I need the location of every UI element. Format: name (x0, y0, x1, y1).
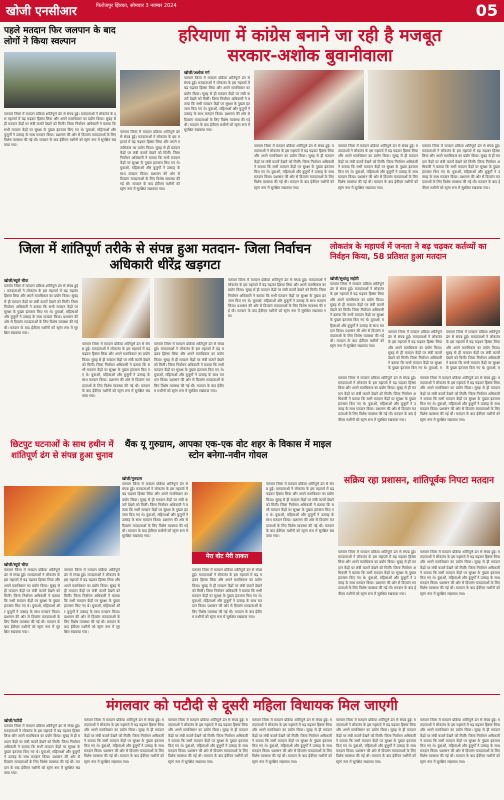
byline: खोजी/सुधांशु सहोरी (330, 276, 359, 281)
article-body: पलवल जिला में मतदान प्रक्रिया शांतिपूर्ण ढंग से संपन्न हुई। मतदाताओं ने लोकतंत्र के इस महापर्व में बढ़ चढ़कर हिस्सा लिया और अपने मताधिकार का प्रयोग किया। सुबह से ही मतदान केंद्रों पर लंबी कतारें देखने को मिलीं। जिला निर्वाचन अधिकारी ने बताया कि सभी मतदान केंद्रों पर सुरक्षा के पुख्ता इंतजाम किए गए थे। युवाओं, महिलाओं और बुजुर्गों ने उत्साह के साथ मतदान किया। प्रशासन की ओर से दिव्यांग मतदाताओं के लिए विशेष व्यवस्था की गई थी। मतदान के बाद ईवीएम मशीनों को स्ट्रांग रूम में सुरक्षित रखवाया गया। (154, 342, 224, 393)
masthead (0, 0, 504, 22)
article-body: पलवल जिला में मतदान प्रक्रिया शांतिपूर्ण ढंग से संपन्न हुई। मतदाताओं ने लोकतंत्र के इस महापर्व में बढ़ चढ़कर हिस्सा लिया और अपने मताधिकार का प्रयोग किया। सुबह से ही मतदान केंद्रों पर लंबी कतारें देखने को मिलीं। जिला निर्वाचन अधिकारी ने बताया कि सभी मतदान केंद्रों पर सुरक्षा के पुख्ता इंतजाम किए गए थे। युवाओं, महिलाओं और बुजुर्गों ने उत्साह के साथ मतदान किया। प्रशासन की ओर से दिव्यांग मतदाताओं के लिए विशेष व्यवस्था की गई थी। मतदान के बाद ईवीएम मशीनों को स्ट्रांग रूम में सुरक्षित रखवाया गया। (420, 718, 500, 764)
article-body: पलवल जिला में मतदान प्रक्रिया शांतिपूर्ण ढंग से संपन्न हुई। मतदाताओं ने लोकतंत्र के इस महापर्व में बढ़ चढ़कर हिस्सा लिया और अपने मताधिकार का प्रयोग किया। सुबह से ही मतदान केंद्रों पर लंबी कतारें देखने को मिलीं। जिला निर्वाचन अधिकारी ने बताया कि सभी मतदान केंद्रों पर सुरक्षा के पुख्ता इंतजाम किए गए थे। युवाओं, महिलाओं और बुजुर्गों ने उत्साह के साथ मतदान किया। प्रशासन की ओर से दिव्यांग मतदाताओं के लिए विशेष व्यवस्था की गई थी। मतदान के बाद ईवीएम मशीनों को स्ट्रांग रूम में सुरक्षित रखवाया गया। (254, 144, 334, 190)
story-chhitput-body (4, 562, 120, 692)
divider (4, 694, 500, 695)
article-body: पलवल जिला में मतदान प्रक्रिया शांतिपूर्ण ढंग से संपन्न हुई। मतदाताओं ने लोकतंत्र के इस महापर्व में बढ़ चढ़कर हिस्सा लिया और अपने मताधिकार का प्रयोग किया। सुबह से ही मतदान केंद्रों पर लंबी कतारें देखने को मिलीं। जिला निर्वाचन अधिकारी ने बताया कि सभी मतदान केंद्रों पर सुरक्षा के पुख्ता इंतजाम किए गए थे। युवाओं, महिलाओं और बुजुर्गों ने उत्साह के साथ मतदान किया। प्रशासन की ओर से दिव्यांग मतदाताओं के लिए विशेष व्यवस्था की गई थी। मतदान के बाद ईवीएम मशीनों को स्ट्रांग रूम में सुरक्षित रखवाया गया। (338, 550, 416, 596)
story-jaluan (4, 26, 116, 236)
article-body: पलवल जिला में मतदान प्रक्रिया शांतिपूर्ण ढंग से संपन्न हुई। मतदाताओं ने लोकतंत्र के इस महापर्व में बढ़ चढ़कर हिस्सा लिया और अपने मताधिकार का प्रयोग किया। सुबह से ही मतदान केंद्रों पर लंबी कतारें देखने को मिलीं। जिला निर्वाचन अधिकारी ने बताया कि सभी मतदान केंद्रों पर सुरक्षा के पुख्ता इंतजाम किए गए थे। युवाओं, महिलाओं और बुजुर्गों ने उत्साह के साथ मतदान किया। प्रशासन की ओर से दिव्यांग मतदाताओं के लिए विशेष व्यवस्था की गई थी। मतदान के बाद ईवीएम मशीनों को स्ट्रांग रूम में सुरक्षित रखवाया गया। (420, 376, 500, 422)
photo-voters-queue (4, 52, 116, 108)
article-body: पलवल जिला में मतदान प्रक्रिया शांतिपूर्ण ढंग से संपन्न हुई। मतदाताओं ने लोकतंत्र के इस महापर्व में बढ़ चढ़कर हिस्सा लिया और अपने मताधिकार का प्रयोग किया। सुबह से ही मतदान केंद्रों पर लंबी कतारें देखने को मिलीं। जिला निर्वाचन अधिकारी ने बताया कि सभी मतदान केंद्रों पर सुरक्षा के पुख्ता इंतजाम किए गए थे। युवाओं, महिलाओं और बुजुर्गों ने उत्साह के साथ मतदान किया। प्रशासन की ओर से दिव्यांग मतदाताओं के लिए विशेष व्यवस्था की गई थी। मतदान के बाद ईवीएम मशीनों को स्ट्रांग रूम में सुरक्षित रखवाया गया। (4, 724, 80, 775)
byline: खोजी/गुरुग्राम (122, 476, 143, 481)
photo-hathin (4, 486, 120, 556)
byline: खोजी/पटौदी (4, 718, 23, 723)
headline: छिटपुट घटनाओं के साथ हथीन में शांतिपूर्ण ढंग से संपन्न हुआ चुनाव (10, 440, 114, 461)
story-mangalwar (4, 697, 500, 798)
photo-voter-right (446, 276, 500, 326)
article-body: पलवल जिला में मतदान प्रक्रिया शांतिपूर्ण ढंग से संपन्न हुई। मतदाताओं ने लोकतंत्र के इस महापर्व में बढ़ चढ़कर हिस्सा लिया और अपने मताधिकार का प्रयोग किया। सुबह से ही मतदान केंद्रों पर लंबी कतारें देखने को मिलीं। जिला निर्वाचन अधिकारी ने बताया कि सभी मतदान केंद्रों पर सुरक्षा के पुख्ता इंतजाम किए गए थे। युवाओं, महिलाओं और बुजुर्गों ने उत्साह के साथ मतदान किया। प्रशासन की ओर से दिव्यांग मतदाताओं के लिए विशेष व्यवस्था की गई थी। मतदान के बाद ईवीएम मशीनों को स्ट्रांग रूम में सुरक्षित रखवाया गया। (228, 278, 326, 319)
poster-caption: मेरा वोट मेरी ताकत (192, 552, 262, 564)
article-body: पलवल जिला में मतदान प्रक्रिया शांतिपूर्ण ढंग से संपन्न हुई। मतदाताओं ने लोकतंत्र के इस महापर्व में बढ़ चढ़कर हिस्सा लिया और अपने मताधिकार का प्रयोग किया। सुबह से ही मतदान केंद्रों पर लंबी कतारें देखने को मिलीं। जिला निर्वाचन अधिकारी ने बताया कि सभी मतदान केंद्रों पर सुरक्षा के पुख्ता इंतजाम किए गए थे। युवाओं, महिलाओं और बुजुर्गों ने उत्साह के साथ मतदान किया। प्रशासन की ओर से दिव्यांग मतदाताओं के लिए विशेष व्यवस्था की गई थी। मतदान के बाद ईवीएम मशीनों को स्ट्रांग रूम में सुरक्षित रखवाया गया। (330, 282, 384, 349)
photo-officer (82, 278, 150, 338)
article-body: पलवल जिला में मतदान प्रक्रिया शांतिपूर्ण ढंग से संपन्न हुई। मतदाताओं ने लोकतंत्र के इस महापर्व में बढ़ चढ़कर हिस्सा लिया और अपने मताधिकार का प्रयोग किया। सुबह से ही मतदान केंद्रों पर लंबी कतारें देखने को मिलीं। जिला निर्वाचन अधिकारी ने बताया कि सभी मतदान केंद्रों पर सुरक्षा के पुख्ता इंतजाम किए गए थे। युवाओं, महिलाओं और बुजुर्गों ने उत्साह के साथ मतदान किया। प्रशासन की ओर से दिव्यांग मतदाताओं के लिए विशेष व्यवस्था की गई थी। मतदान के बाद ईवीएम मशीनों को स्ट्रांग रूम में सुरक्षित रखवाया गया। (338, 376, 416, 422)
article-body: पलवल जिला में मतदान प्रक्रिया शांतिपूर्ण ढंग से संपन्न हुई। मतदाताओं ने लोकतंत्र के इस महापर्व में बढ़ चढ़कर हिस्सा लिया और अपने मताधिकार का प्रयोग किया। सुबह से ही मतदान केंद्रों पर लंबी कतारें देखने को मिलीं। जिला निर्वाचन अधिकारी ने बताया कि सभी मतदान केंद्रों पर सुरक्षा के पुख्ता इंतजाम किए गए थे। युवाओं, महिलाओं और बुजुर्गों ने उत्साह के साथ मतदान किया। प्रशासन की ओर से दिव्यांग मतदाताओं के लिए विशेष व्यवस्था की गई थी। मतदान के बाद ईवीएम मशीनों को स्ट्रांग रूम में सुरक्षित रखवाया गया। (338, 144, 418, 190)
article-body: पलवल जिला में मतदान प्रक्रिया शांतिपूर्ण ढंग से संपन्न हुई। मतदाताओं ने लोकतंत्र के इस महापर्व में बढ़ चढ़कर हिस्सा लिया और अपने मताधिकार का प्रयोग किया। सुबह से ही मतदान केंद्रों पर लंबी कतारें देखने को मिलीं। जिला निर्वाचन अधिकारी ने बताया कि सभी मतदान केंद्रों पर सुरक्षा के पुख्ता इंतजाम किए गए थे। युवाओं, महिलाओं और बुजुर्गों ने उत्साह के साथ मतदान किया। प्रशासन की ओर से दिव्यांग मतदाताओं के लिए विशेष व्यवस्था की गई थी। मतदान के बाद ईवीएम मशीनों को स्ट्रांग रूम में सुरक्षित रखवाया गया। (422, 144, 500, 190)
article-body: पलवल जिला में मतदान प्रक्रिया शांतिपूर्ण ढंग से संपन्न हुई। मतदाताओं ने लोकतंत्र के इस महापर्व में बढ़ चढ़कर हिस्सा लिया और अपने मताधिकार का प्रयोग किया। सुबह से ही मतदान केंद्रों पर लंबी कतारें देखने को मिलीं। जिला निर्वाचन अधिकारी ने बताया कि सभी मतदान केंद्रों पर सुरक्षा के पुख्ता इंतजाम किए गए थे। युवाओं, महिलाओं और बुजुर्गों ने उत्साह के साथ मतदान किया। प्रशासन की ओर से दिव्यांग मतदाताओं के लिए विशेष व्यवस्था की गई थी। मतदान के बाद ईवीएम मशीनों को स्ट्रांग रूम में सुरक्षित रखवाया गया। (4, 568, 60, 635)
article-body: पलवल जिला में मतदान प्रक्रिया शांतिपूर्ण ढंग से संपन्न हुई। मतदाताओं ने लोकतंत्र के इस महापर्व में बढ़ चढ़कर हिस्सा लिया और अपने मताधिकार का प्रयोग किया। सुबह से ही मतदान केंद्रों पर लंबी कतारें देखने को मिलीं। जिला निर्वाचन अधिकारी ने बताया कि सभी मतदान केंद्रों पर सुरक्षा के पुख्ता इंतजाम किए गए थे। युवाओं, महिलाओं और बुजुर्गों ने उत्साह के साथ मतदान किया। प्रशासन की ओर से दिव्यांग मतदाताओं के लिए विशेष व्यवस्था की गई थी। मतदान के बाद ईवीएम मशीनों को स्ट्रांग रूम में सुरक्षित रखवाया गया। (122, 482, 188, 539)
byline: खोजी/ब्यूरो चीफ (4, 278, 29, 283)
story-loktantra (330, 242, 500, 372)
article-body: पलवल जिला में मतदान प्रक्रिया शांतिपूर्ण ढंग से संपन्न हुई। मतदाताओं ने लोकतंत्र के इस महापर्व में बढ़ चढ़कर हिस्सा लिया और अपने मताधिकार का प्रयोग किया। सुबह से ही मतदान केंद्रों पर लंबी कतारें देखने को मिलीं। जिला निर्वाचन अधिकारी ने बताया कि सभी मतदान केंद्रों पर सुरक्षा के पुख्ता इंतजाम किए गए थे। युवाओं, महिलाओं और बुजुर्गों ने उत्साह के साथ मतदान किया। प्रशासन की ओर से दिव्यांग मतदाताओं के लिए विशेष व्यवस्था की गई थी। मतदान के बाद ईवीएम मशीनों को स्ट्रांग रूम में सुरक्षित रखवाया गया। (4, 112, 116, 148)
article-body: पलवल जिला में मतदान प्रक्रिया शांतिपूर्ण ढंग से संपन्न हुई। मतदाताओं ने लोकतंत्र के इस महापर्व में बढ़ चढ़कर हिस्सा लिया और अपने मताधिकार का प्रयोग किया। सुबह से ही मतदान केंद्रों पर लंबी कतारें देखने को मिलीं। जिला निर्वाचन अधिकारी ने बताया कि सभी मतदान केंद्रों पर सुरक्षा के पुख्ता इंतजाम किए गए थे। युवाओं, महिलाओं और बुजुर्गों ने उत्साह के साथ मतदान किया। प्रशासन की ओर से दिव्यांग मतदाताओं के लिए विशेष व्यवस्था की गई थी। मतदान के बाद ईवीएम मशीनों को स्ट्रांग रूम में सुरक्षित रखवाया गया। (120, 130, 180, 192)
date-line: फिरोजपुर झिरका, सोमवार 3 नवम्बर 2024 (96, 3, 177, 9)
article-body: पलवल जिला में मतदान प्रक्रिया शांतिपूर्ण ढंग से संपन्न हुई। मतदाताओं ने लोकतंत्र के इस महापर्व में बढ़ चढ़कर हिस्सा लिया और अपने मताधिकार का प्रयोग किया। सुबह से ही मतदान केंद्रों पर लंबी कतारें देखने को मिलीं। जिला निर्वाचन अधिकारी ने बताया कि सभी मतदान केंद्रों पर सुरक्षा के पुख्ता इंतजाम किए गए थे। युवाओं, महिलाओं और बुजुर्गों ने उत्साह के साथ मतदान किया। प्रशासन की ओर से दिव्यांग मतदाताओं के लिए विशेष व्यवस्था की गई थी। मतदान के बाद ईवीएम मशीनों को स्ट्रांग रूम में सुरक्षित रखवाया गया। (4, 284, 78, 335)
story-sakriya (338, 376, 500, 546)
headline: लोकतंत्र के महापर्व में जनता ने बढ़ चढ़कर कर्तव्यों का निर्वहन किया, 58 प्रतिशत हुआ मतदान (330, 242, 487, 261)
divider (4, 238, 500, 239)
story-shanti (4, 242, 326, 436)
headline: सक्रिय रहा प्रशासन, शांतिपूर्वक निपटा मतदान (344, 476, 494, 486)
brand-logo: खोजी एनसीआर (0, 0, 90, 22)
article-body: पलवल जिला में मतदान प्रक्रिया शांतिपूर्ण ढंग से संपन्न हुई। मतदाताओं ने लोकतंत्र के इस महापर्व में बढ़ चढ़कर हिस्सा लिया और अपने मताधिकार का प्रयोग किया। सुबह से ही मतदान केंद्रों पर लंबी कतारें देखने को मिलीं। जिला निर्वाचन अधिकारी ने बताया कि सभी मतदान केंद्रों पर सुरक्षा के पुख्ता इंतजाम किए गए थे। युवाओं, म (388, 330, 442, 371)
headline-line1: हरियाणा में कांग्रेस बनाने जा रही है मजबूत (178, 26, 442, 46)
article-body: पलवल जिला में मतदान प्रक्रिया शांतिपूर्ण ढंग से संपन्न हुई। मतदाताओं ने लोकतंत्र के इस महापर्व में बढ़ चढ़कर हिस्सा लिया और अपने मताधिकार का प्रयोग किया। सुबह से ही मतदान केंद्रों पर लंबी कतारें देखने को मिलीं। जिला निर्वाचन अधिकारी ने बताया कि सभी मतदान केंद्रों पर सुरक्षा के पुख्ता इंतजाम किए गए थे। युवाओं, महिलाओं और बुजुर्गों ने उत्साह के साथ मतदान किया। प्रशासन की ओर से दिव्यांग मतदाताओं के लिए विशेष व्यवस्था की गई थी। मतदान के बाद ईवीएम मशीनों को स्ट्रांग रूम में सुरक्षित रखवाया गया। (184, 76, 250, 133)
headline: मंगलवार को पटौदी से दूसरी महिला विधायक मिल जाएगी (106, 698, 398, 714)
article-body: पलवल जिला में मतदान प्रक्रिया शांतिपूर्ण ढंग से संपन्न हुई। मतदाताओं ने लोकतंत्र के इस महापर्व में बढ़ चढ़कर हिस्सा लिया और अपने मताधिकार का प्रयोग किया। सुबह से ही मतदान केंद्रों पर लंबी कतारें देखने को मिलीं। जिला निर्वाचन अधिकारी ने बताया कि सभी मतदान केंद्रों पर सुरक्षा के पुख्ता इंतजाम किए गए थे। युवाओं, महिलाओं और बुजुर्गों ने उत्साह के साथ मतदान किया। प्रशासन की ओर से दिव्यांग मतदाताओं के लिए विशेष व्यवस्था की गई थी। मतदान के बाद ईवीएम मशीनों को स्ट्रांग रूम में सुरक्षित रखवाया गया। (336, 718, 416, 764)
article-body: पलवल जिला में मतदान प्रक्रिया शांतिपूर्ण ढंग से संपन्न हुई। मतदाताओं ने लोकतंत्र के इस महापर्व में बढ़ चढ़कर हिस्सा लिया और अपने मताधिकार का प्रयोग किया। सुबह से ही मतदान केंद्रों पर लंबी कतारें देखने को मिलीं। जिला निर्वाचन अधिकारी ने बताया कि सभी मतदान केंद्रों पर सुरक्षा के पुख्ता इंतजाम किए गए थे। युवाओं, महिलाओं और बुजुर्गों ने उत्साह के साथ मतदान किया। प्रशासन की ओर से दिव्यांग मतदाताओं के लिए विशेष व्यवस्था की गई थी। मतदान के बाद ईवीएम मशीनों को स्ट्रांग रूम में सुरक्षित रखवाया गया। (266, 482, 334, 539)
story-chhitput (4, 440, 120, 560)
story-sakriya-body (338, 550, 500, 692)
article-body: पलवल जिला में मतदान प्रक्रिया शांतिपूर्ण ढंग से संपन्न हुई। मतदाताओं ने लोकतंत्र के इस महापर्व में बढ़ चढ़कर हिस्सा लिया और अपने मताधिकार का प्रयोग किया। सुबह से ही मतदान केंद्रों पर लंबी कतारें देखने को मिलीं। जिला निर्वाचन अधिकारी ने बताया कि सभी मतदान केंद्रों पर सुरक्षा के पुख्ता इंतजाम किए गए थे। युवाओं, महिलाओं और बुजुर्गों ने उत्साह के साथ मतदान किया। प्रशासन की ओर से दिव्यांग मतदाताओं के लिए विशेष व्यवस्था की गई थी। मतदान के बाद ईवीएम मशीनों को स्ट्रांग रूम में सुरक्षित रखवाया गया। (252, 718, 332, 764)
article-body: पलवल जिला में मतदान प्रक्रिया शांतिपूर्ण ढंग से संपन्न हुई। मतदाताओं ने लोकतंत्र के इस महापर्व में बढ़ चढ़कर हिस्सा लिया और अपने मताधिकार का प्रयोग किया। सुबह से ही मतदान केंद्रों पर लंबी कतारें देखने को मिलीं। जिला निर्वाचन अधिकारी ने बताया कि सभी मतदान केंद्रों पर सुरक्षा के पुख्ता इंतजाम किए गए थे। युवाओं, महिलाओं और बुजुर्गों ने उत्साह के साथ मतदान किया। प्रशासन की ओर से दिव्यांग मतदाताओं के लिए विशेष व्यवस्था की गई थी। मतदान के बाद ईवीएम मशीनों को स्ट्रांग रूम में सुरक्षित रखवाया गया। (84, 718, 164, 764)
article-body: पलवल जिला में मतदान प्रक्रिया शांतिपूर्ण ढंग से संपन्न हुई। मतदाताओं ने लोकतंत्र के इस महापर्व में बढ़ चढ़कर हिस्सा लिया और अपने मताधिकार का प्रयोग किया। सुबह से ही मतदान केंद्रों पर लंबी कतारें देखने को मिलीं। जिला निर्वाचन अधिकारी ने बताया कि सभी मतदान केंद्रों पर सुरक्षा के पुख्ता इंतजाम किए गए थे। युवाओं, म (446, 330, 500, 371)
byline: खोजी/ब्यूरो चीफ (4, 562, 29, 567)
headline-line2: सरकार-अशोक बुवानीवाला (227, 46, 393, 66)
byline: खोजी/अशोक गर्ग (184, 70, 210, 75)
photo-rally (254, 70, 364, 140)
article-body: पलवल जिला में मतदान प्रक्रिया शांतिपूर्ण ढंग से संपन्न हुई। मतदाताओं ने लोकतंत्र के इस महापर्व में बढ़ चढ़कर हिस्सा लिया और अपने मताधिकार का प्रयोग किया। सुबह से ही मतदान केंद्रों पर लंबी कतारें देखने को मिलीं। जिला निर्वाचन अधिकारी ने बताया कि सभी मतदान केंद्रों पर सुरक्षा के पुख्ता इंतजाम किए गए थे। युवाओं, महिलाओं और बुजुर्गों ने उत्साह के साथ मतदान किया। प्रशासन की ओर से दिव्यांग मतदाताओं के लिए विशेष व्यवस्था की गई थी। मतदान के बाद ईवीएम मशीनों को स्ट्रांग रूम में सुरक्षित रखवाया गया। (168, 718, 248, 764)
photo-ashok (120, 70, 180, 126)
article-body: पलवल जिला में मतदान प्रक्रिया शांतिपूर्ण ढंग से संपन्न हुई। मतदाताओं ने लोकतंत्र के इस महापर्व में बढ़ चढ़कर हिस्सा लिया और अपने मताधिकार का प्रयोग किया। सुबह से ही मतदान केंद्रों पर लंबी कतारें देखने को मिलीं। जिला निर्वाचन अधिकारी ने बताया कि सभी मतदान केंद्रों पर सुरक्षा के पुख्ता इंतजाम किए गए थे। युवाओं, महिलाओं और बुजुर्गों ने उत्साह के साथ मतदान किया। प्रशासन की ओर से दिव्यांग मतदाताओं के लिए विशेष व्यवस्था की गई थी। मतदान के बाद ईवीएम मशीनों को स्ट्रांग रूम में सुरक्षित रखवाया गया। (82, 342, 150, 399)
headline: पहले मतदान फिर जलपान के बाद लोगों ने किया स्वल्पान (4, 26, 116, 47)
headline: थैंक यू गुरुग्राम, आपका एक-एक वोट शहर के विकास में माइल स्टोन बनेगा-नवीन गोयल (124, 440, 332, 461)
headline: जिला में शांतिपूर्ण तरीके से संपन्न हुआ मतदान- जिला निर्वाचन अधिकारी धीरेंद्र खड़गटा (18, 242, 311, 273)
story-gurugram (122, 440, 334, 692)
photo-polling-booth (154, 278, 224, 338)
story-haryana (120, 26, 500, 236)
page-number: 05 (475, 1, 498, 20)
photo-meeting (368, 70, 500, 140)
article-body: पलवल जिला में मतदान प्रक्रिया शांतिपूर्ण ढंग से संपन्न हुई। मतदाताओं ने लोकतंत्र के इस महापर्व में बढ़ चढ़कर हिस्सा लिया और अपने मताधिकार का प्रयोग किया। सुबह से ही मतदान केंद्रों पर लंबी कतारें देखने को मिलीं। जिला निर्वाचन अधिकारी ने बताया कि सभी मतदान केंद्रों पर सुरक्षा के पुख्ता इंतजाम किए गए थे। युवाओं, महिलाओं और बुजुर्गों ने उत्साह के साथ मतदान किया। प्रशासन की ओर से दिव्यांग मतदाताओं के लिए विशेष व्यवस्था की गई थी। मतदान के बाद ईवीएम मशीनों को स्ट्रांग रूम में सुरक्षित रखवाया गया। (420, 550, 500, 596)
article-body: पलवल जिला में मतदान प्रक्रिया शांतिपूर्ण ढंग से संपन्न हुई। मतदाताओं ने लोकतंत्र के इस महापर्व में बढ़ चढ़कर हिस्सा लिया और अपने मताधिकार का प्रयोग किया। सुबह से ही मतदान केंद्रों पर लंबी कतारें देखने को मिलीं। जिला निर्वाचन अधिकारी ने बताया कि सभी मतदान केंद्रों पर सुरक्षा के पुख्ता इंतजाम किए गए थे। युवाओं, महिलाओं और बुजुर्गों ने उत्साह के साथ मतदान किया। प्रशासन की ओर से दिव्यांग मतदाताओं के लिए विशेष व्यवस्था की गई थी। मतदान के बाद ईवीएम मशीनों को स्ट्रांग रूम में सुरक्षित रखवाया गया। (64, 568, 120, 635)
photo-goyal-poster (192, 482, 262, 562)
article-body: पलवल जिला में मतदान प्रक्रिया शांतिपूर्ण ढंग से संपन्न हुई। मतदाताओं ने लोकतंत्र के इस महापर्व में बढ़ चढ़कर हिस्सा लिया और अपने मताधिकार का प्रयोग किया। सुबह से ही मतदान केंद्रों पर लंबी कतारें देखने को मिलीं। जिला निर्वाचन अधिकारी ने बताया कि सभी मतदान केंद्रों पर सुरक्षा के पुख्ता इंतजाम किए गए थे। युवाओं, महिलाओं और बुजुर्गों ने उत्साह के साथ मतदान किया। प्रशासन की ओर से दिव्यांग मतदाताओं के लिए विशेष व्यवस्था की गई थी। मतदान के बाद ईवीएम मशीनों को स्ट्रांग रूम में सुरक्षित रखवाया गया। (192, 568, 262, 619)
photo-officials (338, 502, 500, 546)
photo-voter-left (388, 276, 442, 326)
